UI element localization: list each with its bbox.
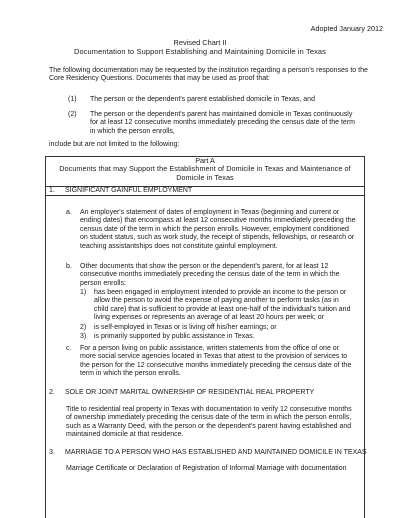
- adopted-date: Adopted January 2012: [310, 24, 383, 33]
- section-1-item-b: [66, 263, 356, 288]
- proof-number: (1): [68, 96, 77, 103]
- section-number: 1.: [49, 187, 55, 194]
- part-a-heading: Part A: [195, 156, 215, 165]
- section-number: 2.: [49, 389, 55, 396]
- sub-item-text: is primarily supported by public assistance in Texas.: [94, 333, 255, 340]
- proof-number: (2): [68, 111, 77, 118]
- item-text: Other documents that show the person or the dependent's parent, for at least 12 consecutive months immediately preceding the census date of the term in which the person enrolls:: [80, 263, 340, 287]
- section-3-text: Marriage Certificate or Declaration of Registration of Informal Marriage with documentation: [66, 465, 347, 472]
- item-text: For a person living on public assistance, written statements from the office of one or more social service agencies located in Texas that attest to the provision of services to the person for the 12 consecutive months immediately preceding the census date of the term in which the person enrolls.: [80, 345, 352, 378]
- section-title: MARRIAGE TO A PERSON WHO HAS ESTABLISHED AND MAINTAINED DOMICILE IN TEXAS: [65, 449, 367, 456]
- item-text: An employer's statement of dates of employment in Texas (beginning and current or ending dates) that encompass at least 12 consecutive months immediately preceding the census date of the term in which the person enrolls. However, employment conditioned on student status, such as work study, the receipt of stipends, fellowships, or research or teaching assistantships does not constitute gainful employment.: [80, 209, 356, 250]
- proof-item-1: [68, 96, 358, 104]
- chart-title: Revised Chart II: [173, 38, 227, 47]
- sub-item-1: [80, 289, 355, 323]
- sub-item-2: [80, 324, 355, 332]
- intro-paragraph: The following documentation may be requested by the institution regarding a person's responses to the Core Residency Questions. Documents that may be used as proof that:: [49, 67, 368, 83]
- section-title: SOLE OR JOINT MARITAL OWNERSHIP OF RESIDENTIAL REAL PROPERTY: [65, 389, 315, 396]
- item-letter: c.: [66, 345, 72, 352]
- part-a-header: [45, 157, 365, 182]
- section-number: 3.: [49, 449, 55, 456]
- section-2-text: Title to residential real property in Texas with documentation to verify 12 consecutive months of ownership immediately preceding the census date of the term in which the person enrolls, such as a Warranty Deed, with the person or the dependent's parent having established and maintained domicile at that residence.: [66, 406, 352, 439]
- sub-item-number: 1): [80, 289, 87, 296]
- proof-text: The person or the dependent's parent established domicile in Texas, and: [90, 96, 315, 103]
- sub-item-text: has been engaged in employment intended to provide an income to the person or allow the person to avoid the expense of paying another to perform tasks (as in child care) that is sufficient to provide at least one-half of the individual's tuition and living expenses or represents an average of at least 20 hours per week; or: [94, 289, 351, 322]
- section-title: SIGNIFICANT GAINFUL EMPLOYMENT: [65, 187, 193, 194]
- chart-subtitle: Documentation to Support Establishing and Maintaining Domicile in Texas: [73, 47, 327, 56]
- section-1-item-a: [66, 209, 356, 251]
- sub-item-text: is self-employed in Texas or is living off his/her earnings; or: [94, 324, 277, 331]
- section-3-heading: [49, 449, 367, 457]
- section-2-heading: [49, 389, 314, 397]
- section-1-heading: [49, 187, 192, 195]
- part-a-subheading: Documents that may Support the Establishment of Domicile in Texas and Maintenance of Domicile in Texas: [59, 164, 351, 182]
- sub-item-3: [80, 333, 355, 341]
- item-letter: a.: [66, 209, 72, 216]
- item-letter: b.: [66, 263, 72, 270]
- proof-item-2: [68, 111, 358, 136]
- proof-text: The person or the dependent's parent has maintained domicile in Texas continuously for at least 12 consecutive months immediately preceding the census date of the term in which the person enrolls,: [90, 111, 355, 135]
- section-1-item-c: [66, 345, 356, 379]
- sub-item-number: 2): [80, 324, 87, 331]
- include-text: include but are not limited to the following:: [49, 141, 180, 148]
- sub-item-number: 3): [80, 333, 87, 340]
